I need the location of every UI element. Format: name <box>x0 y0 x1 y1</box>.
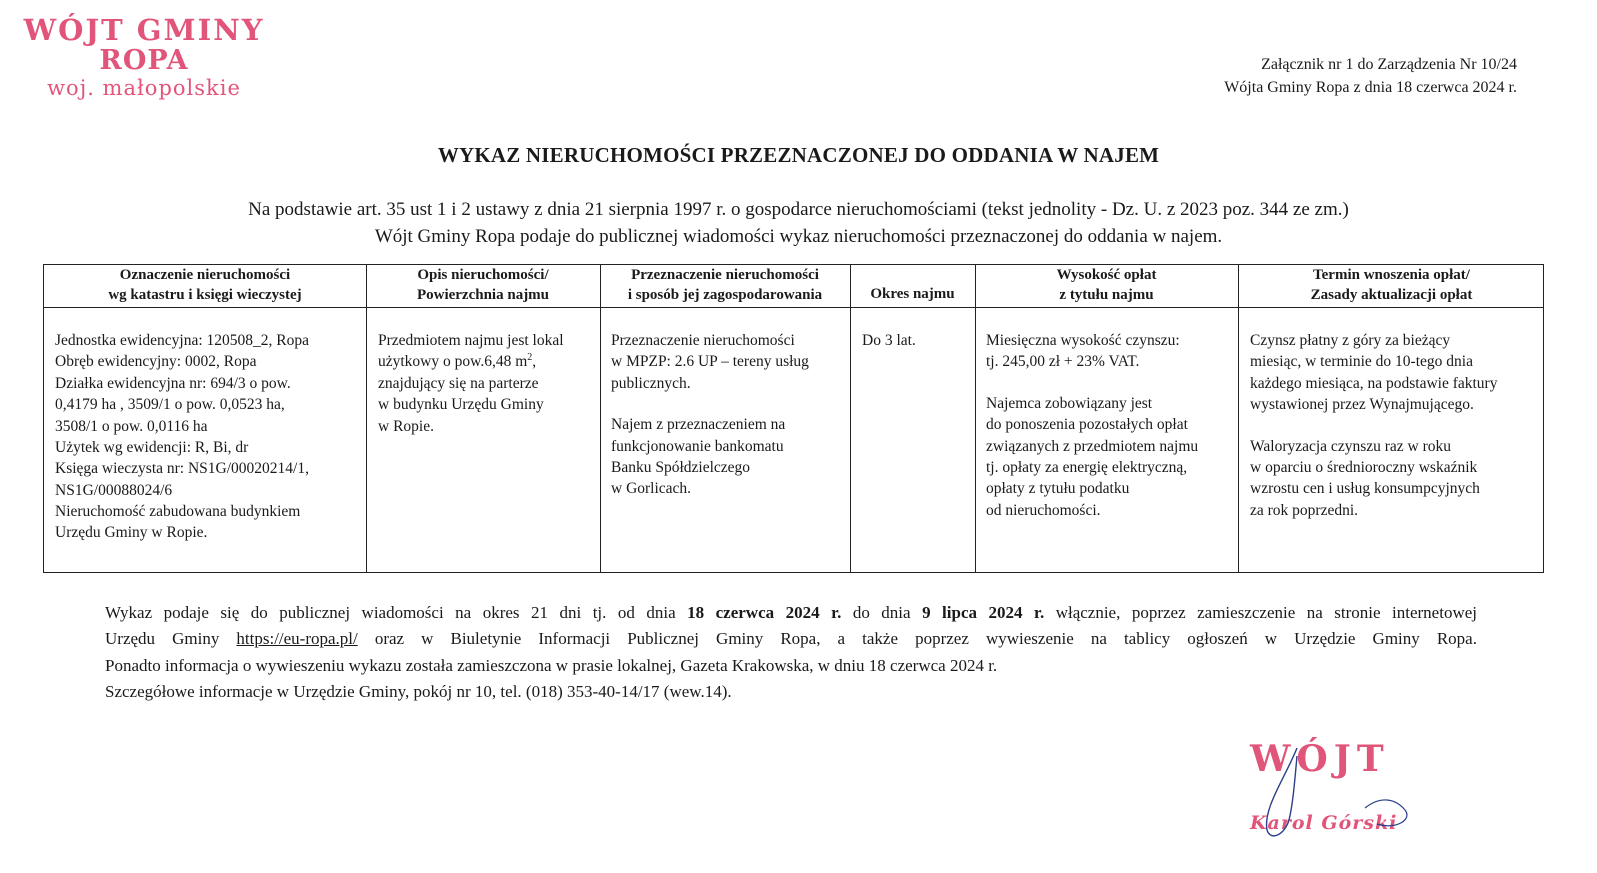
footer-line-2 <box>105 626 1477 652</box>
text-line: publicznych. <box>611 374 691 392</box>
header-line: Opis nieruchomości/ <box>417 267 549 284</box>
text-line: 3508/1 o pow. 0,0116 ha <box>55 417 208 435</box>
text-line: Nieruchomość zabudowana budynkiem <box>55 503 301 520</box>
text-line: Miesięczna wysokość czynszu: <box>986 332 1180 349</box>
header-description <box>366 265 600 307</box>
text-span: Urzędu Gminy <box>105 629 237 649</box>
header-fees <box>975 265 1238 307</box>
superscript: 2 <box>527 352 533 364</box>
signature-title: WÓJT <box>1250 738 1390 780</box>
text-line: znajdujący się na parterze <box>378 374 539 392</box>
stamp-line-1: WÓJT GMINY <box>23 13 265 47</box>
text-line: Użytek wg ewidencji: R, Bi, dr <box>55 438 249 456</box>
cell-fees <box>986 330 1234 521</box>
signatory-name: Karol Górski <box>1250 812 1398 834</box>
intro-paragraph <box>0 197 1597 250</box>
spacer <box>611 394 846 414</box>
text-line: w oparciu o średnioroczny wskaźnik <box>1250 458 1478 476</box>
text-line: w MPZP: 2.6 UP – tereny usług <box>611 353 809 371</box>
header-divider <box>44 307 1543 308</box>
website-link[interactable]: https://eu-ropa.pl/ <box>236 629 358 649</box>
text-line: Najem z przeznaczeniem na <box>611 416 786 434</box>
annex-line-2: Wójta Gminy Ropa z dnia 18 czerwca 2024 r. <box>1224 79 1517 97</box>
end-date: 9 lipca 2024 r. <box>922 603 1045 622</box>
text-line: tj. 245,00 zł + 23% VAT. <box>986 353 1140 371</box>
spacer <box>1250 416 1542 436</box>
header-line: z tytułu najmu <box>1059 287 1154 303</box>
text-line: Działka ewidencyjna nr: 694/3 o pow. <box>55 374 291 392</box>
footer-paragraph <box>105 600 1477 705</box>
text-line: w Gorlicach. <box>611 480 692 498</box>
text-line: wzrostu cen i usług konsumpcyjnych <box>1250 480 1480 498</box>
header-line: Wysokość opłat <box>1056 267 1157 284</box>
cell-description <box>378 330 598 437</box>
text-line: wystawionej przez Wynajmującego. <box>1250 396 1474 414</box>
signature-stamp <box>1245 738 1435 848</box>
text-span: użytkowy o pow.6,48 m <box>378 353 528 371</box>
annex-reference <box>1224 53 1517 99</box>
text-line: Najemca zobowiązany jest <box>986 394 1153 412</box>
footer-line-4: Szczegółowe informacje w Urzędzie Gminy, pokój nr 10, tel. (018) 353-40-14/17 (wew.14). <box>105 682 732 702</box>
header-lease-period <box>850 265 975 307</box>
text-line: za rok poprzedni. <box>1250 501 1359 519</box>
intro-line-2: Wójt Gminy Ropa podaje do publicznej wiadomości wykaz nieruchomości przeznaczonej do oddania w najem. <box>374 225 1223 247</box>
text-span: do dnia <box>841 603 923 622</box>
column-divider <box>975 265 976 572</box>
text-line: Przedmiotem najmu jest lokal <box>378 332 564 349</box>
header-line: Przeznaczenie nieruchomości <box>631 267 819 284</box>
text-line: do ponoszenia pozostałych opłat <box>986 416 1188 434</box>
text-line: Przeznaczenie nieruchomości <box>611 332 795 349</box>
column-divider <box>1238 265 1239 572</box>
text-line: związanych z przedmiotem najmu <box>986 437 1199 455</box>
cell-cadastre <box>55 330 360 544</box>
text-line: w Ropie. <box>378 417 434 435</box>
text-line: NS1G/00088024/6 <box>55 481 173 499</box>
text-line: Księga wieczysta nr: NS1G/00020214/1, <box>55 460 309 478</box>
footer-line-3: Ponadto informacja o wywieszeniu wykazu została zamieszczona w prasie lokalnej, Gazeta Krakowska, w dniu 18 czerwca 2024 r. <box>105 655 998 675</box>
annex-line-1: Załącznik nr 1 do Zarządzenia Nr 10/24 <box>1261 56 1517 73</box>
stamp-line-2: ROPA <box>99 45 189 77</box>
header-line: Okres najmu <box>870 286 955 303</box>
text-line: Waloryzacja czynszu raz w roku <box>1250 437 1452 455</box>
header-cadastre <box>44 265 366 307</box>
text-span: włącznie, poprzez zamieszczenie na stronie internetowej <box>1044 603 1477 622</box>
start-date: 18 czerwca 2024 r. <box>687 603 842 622</box>
header-line: wg katastru i księgi wieczystej <box>108 287 302 303</box>
column-divider <box>366 265 367 572</box>
cell-purpose <box>611 330 846 500</box>
text-line: Do 3 lat. <box>862 332 916 349</box>
footer-line-1 <box>105 600 1477 626</box>
text-span: oraz w Biuletynie Informacji Publicznej Gminy Ropa, a także poprzez wywieszenie na tablicy ogłoszeń w Urzędzie Gminy Ropa. <box>357 629 1477 649</box>
text-line: Jednostka ewidencyjna: 120508_2, Ropa <box>55 332 309 349</box>
header-line: Powierzchnia najmu <box>416 287 550 303</box>
text-line: tj. opłaty za energię elektryczną, <box>986 458 1188 476</box>
text-line: w budynku Urzędu Gminy <box>378 396 544 414</box>
text-span: , <box>532 353 537 371</box>
text-line: Obręb ewidencyjny: 0002, Ropa <box>55 353 257 371</box>
text-line: każdego miesiąca, na podstawie faktury <box>1250 374 1498 392</box>
header-line: Oznaczenie nieruchomości <box>119 267 291 284</box>
text-line: funkcjonowanie bankomatu <box>611 437 784 455</box>
text-line: Czynsz płatny z góry za bieżący <box>1250 332 1451 349</box>
area-line <box>378 351 598 373</box>
text-line: Banku Spółdzielczego <box>611 458 751 476</box>
header-line: i sposób jej zagospodarowania <box>627 287 823 303</box>
property-table <box>43 264 1544 573</box>
header-payment-terms <box>1238 265 1545 307</box>
text-line: 0,4179 ha , 3509/1 o pow. 0,0523 ha, <box>55 396 285 414</box>
document-title: WYKAZ NIERUCHOMOŚCI PRZEZNACZONEJ DO ODDANIA W NAJEM <box>437 143 1160 167</box>
handwritten-signature <box>1245 738 1435 848</box>
text-span: Wykaz podaje się do publicznej wiadomości na okres 21 dni tj. od dnia <box>105 603 688 622</box>
header-line: Zasady aktualizacji opłat <box>1310 287 1473 303</box>
header-line: Termin wnoszenia opłat/ <box>1313 267 1470 284</box>
text-line: miesiąc, w terminie do 10-tego dnia <box>1250 353 1473 371</box>
intro-line-1: Na podstawie art. 35 ust 1 i 2 ustawy z dnia 21 sierpnia 1997 r. o gospodarce nieruchomościami (tekst jednolity - Dz. U. z 2023 poz. 344 ze zm.) <box>248 199 1349 220</box>
office-stamp <box>18 14 270 100</box>
text-line: od nieruchomości. <box>986 501 1101 519</box>
header-purpose <box>600 265 850 307</box>
column-divider <box>850 265 851 572</box>
column-divider <box>600 265 601 572</box>
stamp-line-3: woj. małopolskie <box>47 75 241 100</box>
cell-payment-terms <box>1250 330 1542 521</box>
text-line: opłaty z tytułu podatku <box>986 480 1130 498</box>
text-line: Urzędu Gminy w Ropie. <box>55 524 208 542</box>
cell-lease-period <box>862 330 972 351</box>
spacer <box>986 373 1234 393</box>
